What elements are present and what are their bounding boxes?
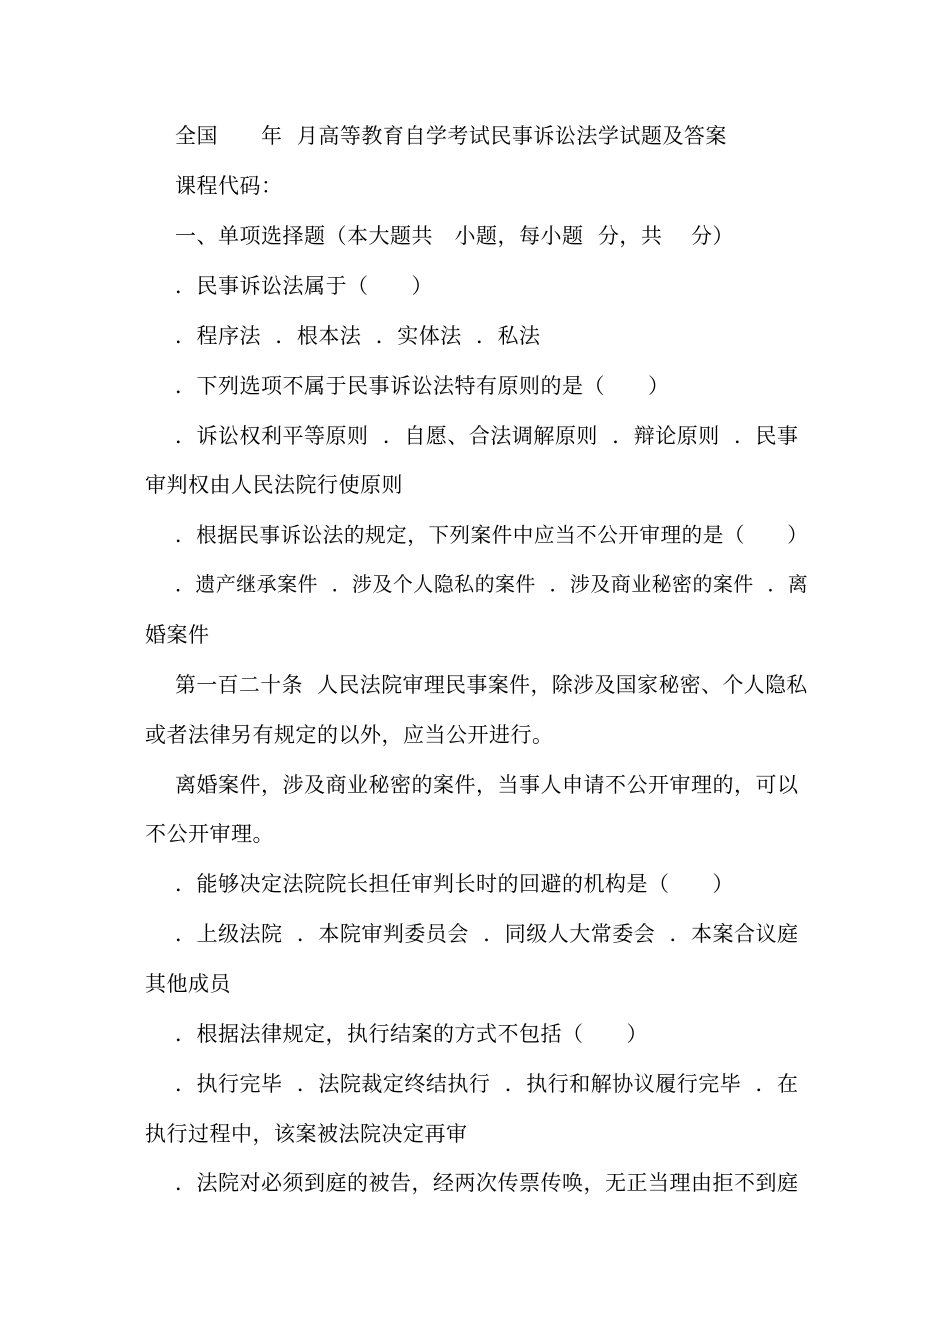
- question-4-options-line-2: 其他成员: [145, 972, 231, 996]
- question-5-options-line-1: ．执行完毕 ．法院裁定终结执行 ．执行和解协议履行完毕 ．在: [175, 1072, 799, 1096]
- question-1-options: ．程序法 ．根本法 ．实体法 ．私法: [175, 324, 541, 348]
- question-5-stem: ．根据法律规定，执行结案的方式不包括（ ）: [175, 1022, 648, 1046]
- document-title: 全国 年 月高等教育自学考试民事诉讼法学试题及答案: [175, 124, 727, 148]
- question-3-options-line-1: ．遗产继承案件 ．涉及个人隐私的案件 ．涉及商业秘密的案件 ．离: [175, 573, 809, 596]
- question-5-options-line-2: 执行过程中，该案被法院决定再审: [145, 1122, 468, 1146]
- question-1-stem: ．民事诉讼法属于（ ）: [175, 274, 433, 298]
- question-3-note-2-line-1: 离婚案件，涉及商业秘密的案件，当事人申请不公开审理的，可以: [175, 773, 799, 797]
- question-4-stem: ．能够决定法院院长担任审判长时的回避的机构是（ ）: [175, 872, 734, 896]
- question-2-stem: ．下列选项不属于民事诉讼法特有原则的是（ ）: [175, 374, 670, 398]
- question-4-options-line-1: ．上级法院 ．本院审判委员会 ．同级人大常委会 ．本案合议庭: [175, 922, 799, 946]
- question-3-note-1-line-2: 或者法律另有规定的以外，应当公开进行。: [145, 723, 554, 747]
- question-3-note-1-line-1: 第一百二十条 人民法院审理民事案件，除涉及国家秘密、个人隐私: [175, 673, 808, 697]
- question-6-stem: ．法院对必须到庭的被告，经两次传票传唤，无正当理由拒不到庭: [175, 1171, 799, 1195]
- question-3-note-2-line-2: 不公开审理。: [145, 822, 274, 846]
- question-3-stem: ．根据民事诉讼法的规定，下列案件中应当不公开审理的是（ ）: [175, 523, 809, 547]
- question-2-options-line-2: 审判权由人民法院行使原则: [145, 473, 403, 497]
- course-code: 课程代码：: [175, 174, 283, 198]
- section-heading: 一、单项选择题（本大题共 小题，每小题 分，共 分）: [175, 224, 735, 248]
- question-3-options-line-2: 婚案件: [145, 623, 210, 647]
- question-2-options-line-1: ．诉讼权利平等原则 ．自愿、合法调解原则 ．辩论原则 ．民事: [175, 424, 799, 448]
